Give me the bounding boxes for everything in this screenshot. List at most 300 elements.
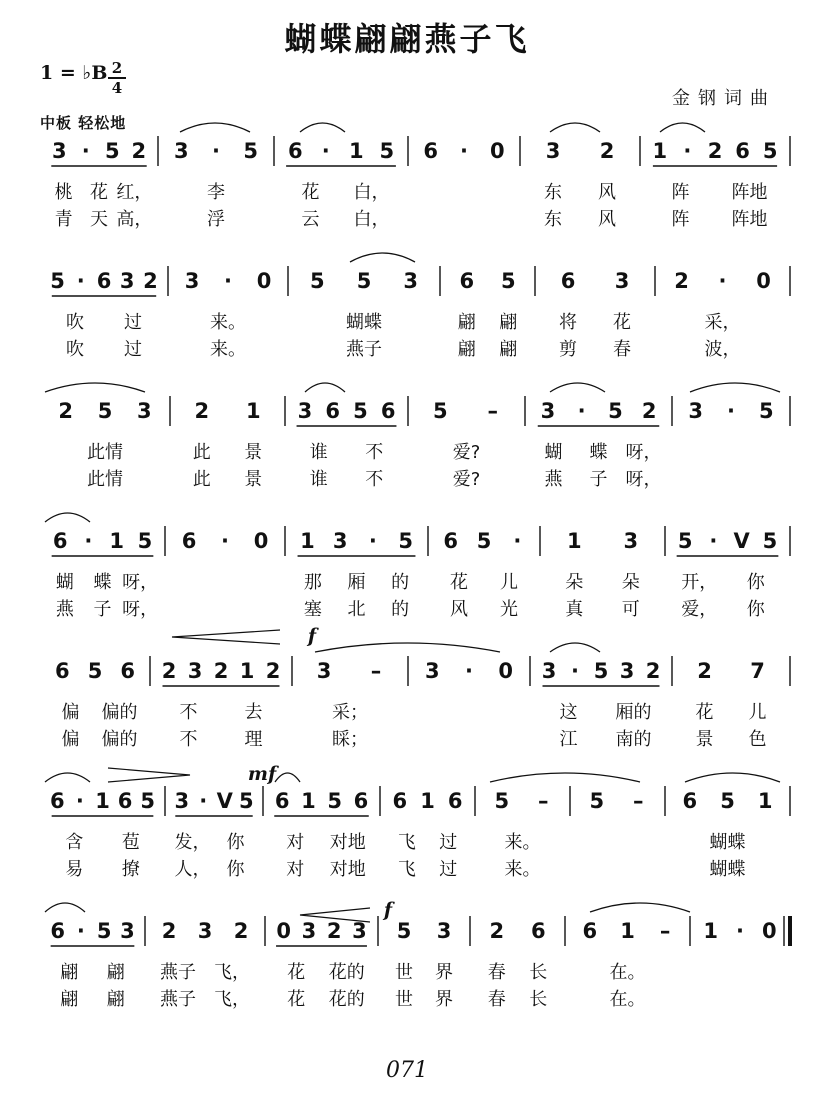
note: 3 (436, 919, 452, 943)
lyric: 发， (174, 832, 211, 853)
lyric: 飞 (397, 859, 416, 880)
note: 3 (614, 269, 630, 293)
note: 3 (540, 399, 556, 423)
note: · (718, 269, 727, 293)
lyric: 偏的 (101, 729, 138, 750)
lyric: 偏 (61, 702, 80, 723)
lyric: 红， (116, 182, 153, 203)
lyric: 飞， (214, 962, 250, 983)
lyric: 江 (559, 729, 578, 750)
note: 5 (243, 139, 258, 163)
slur-mark (690, 383, 780, 392)
lyric: 呀， (625, 442, 662, 463)
lyric: 可 (621, 599, 640, 620)
note: – (633, 789, 644, 813)
lyric: 呀， (122, 572, 159, 593)
lyric: 你 (746, 572, 765, 593)
note: 2 (161, 659, 177, 683)
lyric: 的 (391, 599, 410, 620)
note: 6 (423, 139, 438, 163)
lyric: 不 (365, 442, 384, 463)
note: 6 (287, 139, 303, 163)
lyric: 不 (179, 729, 198, 750)
note: 5 (759, 399, 774, 423)
lyric: 谁 (309, 442, 328, 463)
note: 0 (498, 659, 513, 683)
lyric: 对 (286, 859, 305, 880)
lyric: 吹 (66, 312, 84, 333)
lyric: 桃 (54, 182, 73, 203)
note: – (370, 659, 382, 683)
note: 1 (301, 789, 316, 813)
lyric: 爱? (452, 469, 481, 490)
lyric: 阵 (671, 182, 690, 203)
note: 6 (392, 789, 408, 813)
lyric: 你 (746, 599, 765, 620)
lyric: 春 (487, 962, 506, 983)
note: · (513, 529, 522, 553)
note: 2 (489, 919, 505, 943)
note: 1 (300, 529, 315, 553)
lyric: 真 (565, 599, 584, 620)
note: 5 (762, 529, 778, 553)
lyric: 偏的 (101, 702, 138, 723)
lyric: 东 (544, 182, 562, 203)
lyric: 撩 (121, 859, 140, 880)
lyric: 采； (332, 702, 368, 723)
lyric: 爱， (681, 599, 718, 620)
lyric: 谁 (309, 469, 328, 490)
slur-mark (300, 123, 345, 132)
note: 2 (697, 659, 712, 683)
lyric: 花 (301, 182, 320, 203)
note: 2 (641, 399, 657, 423)
lyric: 来。 (210, 339, 246, 360)
lyric: 厢 (347, 572, 366, 593)
note: 1 (620, 919, 635, 943)
note: 2 (161, 919, 177, 943)
lyric: 人， (174, 859, 211, 880)
note: 5 (677, 529, 693, 553)
note: · (683, 139, 692, 163)
note: 5 (379, 139, 395, 163)
note: 3 (301, 919, 317, 943)
lyric: 睬； (332, 729, 368, 750)
lyric: 色 (748, 729, 767, 750)
note: 5 (238, 789, 254, 813)
lyric: 天 (90, 209, 108, 230)
note: 1 (420, 789, 435, 813)
lyric: 景 (695, 729, 714, 750)
note: 1 (109, 529, 124, 553)
note: 6 (274, 789, 290, 813)
note: 5 (356, 269, 372, 293)
lyric: 开， (681, 572, 718, 593)
lyric: 飞 (397, 832, 416, 853)
lyric: 去 (244, 702, 263, 723)
author-credit: 金钢词曲 (672, 88, 776, 109)
lyric: 花的 (328, 962, 365, 983)
note: 2 (194, 399, 210, 423)
time-signature-bottom: 4 (111, 79, 123, 97)
note: 6 (530, 919, 546, 943)
lyric: 你 (226, 859, 245, 880)
note: 6 (353, 789, 369, 813)
note: 3 (545, 139, 561, 163)
note: · (84, 529, 93, 553)
note: · (368, 529, 377, 553)
note: · (76, 269, 85, 293)
slur-mark (550, 123, 600, 132)
lyric: 含 (65, 832, 84, 853)
lyric: 翩 (457, 339, 476, 360)
lyric: 燕 (544, 469, 563, 490)
note: 6 (181, 529, 197, 553)
note: 5 (50, 269, 65, 293)
note: 2 (326, 919, 342, 943)
note: – (659, 919, 671, 943)
note: · (224, 269, 232, 293)
lyric: 这 (559, 702, 578, 723)
note: 7 (750, 659, 765, 683)
lyric: 波， (704, 339, 741, 360)
lyric: 爱? (452, 442, 481, 463)
lyric: 此情 (87, 469, 123, 490)
lyric: 翩 (106, 962, 125, 983)
lyric: 蝶 (93, 572, 112, 593)
note: 0 (276, 919, 291, 943)
note: 5 (137, 529, 153, 553)
note: 3 (187, 659, 203, 683)
lyric: 在。 (609, 962, 646, 983)
note: – (538, 789, 549, 813)
lyric: 燕子 (160, 962, 196, 983)
lyric: 蝴 (55, 572, 74, 593)
lyric: 翩 (499, 339, 518, 360)
lyric: 偏 (61, 729, 80, 750)
lyric: 景 (244, 442, 263, 463)
note: 5 (97, 399, 113, 423)
lyric: 风 (598, 182, 616, 203)
lyric: 光 (500, 599, 518, 620)
lyric: 来。 (210, 312, 246, 333)
note: · (460, 139, 468, 163)
note: 6 (117, 789, 133, 813)
crescendo-hairpin (172, 630, 280, 644)
lyric: 世 (395, 962, 413, 983)
lyric: 花 (450, 572, 468, 593)
lyric: 呀， (122, 599, 159, 620)
note: 2 (58, 399, 73, 423)
note: 5 (96, 919, 112, 943)
note: · (321, 139, 330, 163)
slur-mark (685, 773, 780, 782)
note: 3 (184, 269, 200, 293)
lyric: 蝴蝶 (709, 859, 746, 880)
lyric: 燕 (55, 599, 74, 620)
note: V (216, 789, 233, 813)
lyric: 春 (487, 989, 506, 1010)
slur-mark (490, 773, 640, 782)
lyric: 蝴蝶 (346, 312, 382, 333)
note: 3 (297, 399, 313, 423)
lyric: 阵 (671, 209, 690, 230)
lyric: 此 (192, 469, 211, 490)
lyric: 春 (613, 339, 631, 360)
lyric: 白， (353, 209, 390, 230)
lyric: 景 (244, 469, 263, 490)
lyric: 高， (116, 209, 153, 230)
note: 2 (645, 659, 661, 683)
note: 3 (332, 529, 348, 553)
lyric: 风 (450, 599, 468, 620)
lyric: 阵地 (731, 209, 768, 230)
dynamic-marking: f (307, 625, 317, 647)
note: 3 (688, 399, 703, 423)
note: 3 (623, 529, 639, 553)
note: 3 (174, 139, 189, 163)
lyric: 东 (544, 209, 562, 230)
lyric: 将 (559, 312, 577, 333)
lyric: 燕子 (346, 339, 382, 360)
lyric: 翩 (106, 989, 125, 1010)
lyric: 来。 (504, 832, 541, 853)
note: 1 (652, 139, 668, 163)
note: 3 (51, 139, 67, 163)
note: 6 (120, 659, 135, 683)
note: 5 (500, 269, 516, 293)
lyric: 在。 (609, 989, 646, 1010)
slur-mark (350, 253, 415, 262)
note: 5 (327, 789, 342, 813)
lyric: 那 (303, 572, 322, 593)
note: 5 (589, 789, 605, 813)
lyric: 儿 (500, 572, 518, 593)
note: 2 (143, 269, 158, 293)
note: 0 (256, 269, 272, 293)
note: 3 (174, 789, 190, 813)
slur-mark (180, 123, 250, 132)
tempo-marking: 中板 轻松地 (40, 114, 127, 132)
slur-mark (45, 903, 85, 912)
lyric: 你 (226, 832, 245, 853)
note: 1 (95, 789, 110, 813)
lyric: 采， (704, 312, 741, 333)
note: 6 (443, 529, 458, 553)
lyric: 吹 (66, 339, 84, 360)
note: 6 (735, 139, 750, 163)
note: 2 (265, 659, 281, 683)
lyric: 对地 (329, 859, 366, 880)
dynamic-marking: mf (247, 763, 277, 785)
lyric: 过 (439, 832, 458, 853)
note: 6 (682, 789, 698, 813)
slur-mark (305, 383, 345, 392)
lyric: 蝴 (544, 442, 563, 463)
note: 1 (239, 659, 255, 683)
note: V (733, 529, 750, 553)
note: · (76, 919, 85, 943)
lyric: 界 (435, 962, 453, 983)
note: 2 (599, 139, 615, 163)
note: · (75, 789, 84, 813)
time-signature-top: 2 (111, 59, 123, 77)
note: 6 (447, 789, 463, 813)
lyric: 对地 (329, 832, 366, 853)
slur-mark (660, 123, 705, 132)
slur-mark (315, 643, 500, 652)
lyric: 塞 (303, 599, 322, 620)
lyric: 花 (287, 989, 306, 1010)
lyric: 南的 (615, 729, 652, 750)
slur-mark (275, 773, 300, 782)
lyric: 翩 (60, 989, 79, 1010)
note: 6 (52, 529, 68, 553)
lyric: 飞， (214, 989, 250, 1010)
note: · (81, 139, 90, 163)
note: 3 (119, 269, 135, 293)
note: 5 (432, 399, 448, 423)
note: 3 (197, 919, 213, 943)
note: 5 (310, 269, 325, 293)
lyric: 厢的 (615, 702, 652, 723)
note: 5 (104, 139, 120, 163)
lyric: 过 (124, 339, 142, 360)
slur-mark (45, 383, 145, 392)
note: 0 (253, 529, 269, 553)
slur-mark (590, 903, 690, 912)
note: · (465, 659, 473, 683)
note: 3 (619, 659, 635, 683)
note: · (736, 919, 744, 943)
slur-mark (45, 513, 90, 522)
note: · (577, 399, 586, 423)
lyric: 子 (93, 599, 112, 620)
note: 6 (459, 269, 475, 293)
note: 5 (398, 529, 413, 553)
note: 0 (490, 139, 505, 163)
lyric: 浮 (207, 209, 225, 230)
note: 6 (380, 399, 396, 423)
lyric: 不 (179, 702, 198, 723)
note: 6 (325, 399, 340, 423)
lyric: 长 (529, 989, 548, 1010)
note: 3 (352, 919, 367, 943)
lyric: 朵 (621, 572, 640, 593)
note: 5 (140, 789, 156, 813)
lyric: 易 (65, 859, 84, 880)
note: 5 (720, 789, 735, 813)
note: · (727, 399, 735, 423)
slur-mark (550, 643, 600, 652)
note: 3 (120, 919, 135, 943)
note: 5 (476, 529, 492, 553)
lyric: 苞 (121, 832, 140, 853)
lyric: 不 (365, 469, 384, 490)
lyric: 过 (439, 859, 458, 880)
note: · (199, 789, 208, 813)
lyric: 花 (90, 182, 108, 203)
note: · (221, 529, 229, 553)
note: 3 (425, 659, 440, 683)
slur-mark (45, 773, 90, 782)
lyric: 翩 (457, 312, 476, 333)
lyric: 翩 (60, 962, 79, 983)
lyric: 长 (529, 962, 548, 983)
lyric: 李 (207, 182, 225, 203)
lyric: 花 (287, 962, 306, 983)
slur-mark (550, 383, 605, 392)
lyric: 儿 (748, 702, 767, 723)
note: 5 (593, 659, 609, 683)
lyric: 蝴蝶 (709, 832, 746, 853)
lyric: 呀， (625, 469, 662, 490)
lyric: 翩 (499, 312, 518, 333)
song-title: 蝴蝶翩翩燕子飞 (284, 20, 530, 58)
dynamic-marking: f (383, 899, 393, 921)
note: 3 (137, 399, 152, 423)
note: 2 (131, 139, 147, 163)
lyric: 花的 (328, 989, 365, 1010)
note: 5 (87, 659, 103, 683)
lyric: 蝶 (589, 442, 608, 463)
note: 1 (245, 399, 261, 423)
lyric: 云 (301, 209, 320, 230)
lyric: 界 (435, 989, 453, 1010)
lyric: 青 (54, 209, 73, 230)
note: 2 (707, 139, 723, 163)
lyric: 燕子 (160, 989, 196, 1010)
lyric: 阵地 (731, 182, 768, 203)
page-number: 071 (386, 1058, 428, 1083)
note: 6 (582, 919, 598, 943)
note: 0 (762, 919, 777, 943)
lyric: 朵 (565, 572, 584, 593)
lyric: 白， (353, 182, 390, 203)
note: 2 (674, 269, 689, 293)
lyric: 此情 (87, 442, 123, 463)
note: 6 (96, 269, 112, 293)
lyric: 理 (244, 729, 263, 750)
lyric: 花 (695, 702, 714, 723)
lyric: 过 (124, 312, 142, 333)
note: 3 (403, 269, 418, 293)
lyric: 的 (391, 572, 410, 593)
note: 5 (494, 789, 510, 813)
lyric: 对 (286, 832, 305, 853)
note: 1 (348, 139, 364, 163)
note: 6 (55, 659, 70, 683)
note: 6 (560, 269, 576, 293)
note: 6 (49, 789, 65, 813)
key-signature: 1 = ♭B (40, 62, 108, 84)
note: · (709, 529, 718, 553)
lyric: 北 (347, 599, 366, 620)
note: · (212, 139, 220, 163)
note: 2 (233, 919, 249, 943)
note: 5 (396, 919, 412, 943)
note: 3 (541, 659, 557, 683)
note: 6 (50, 919, 65, 943)
lyric: 花 (613, 312, 631, 333)
note: 5 (762, 139, 778, 163)
note: 2 (213, 659, 229, 683)
lyric: 风 (598, 209, 616, 230)
lyric: 剪 (559, 339, 577, 360)
note: · (571, 659, 579, 683)
note: 0 (756, 269, 771, 293)
note: 1 (566, 529, 582, 553)
